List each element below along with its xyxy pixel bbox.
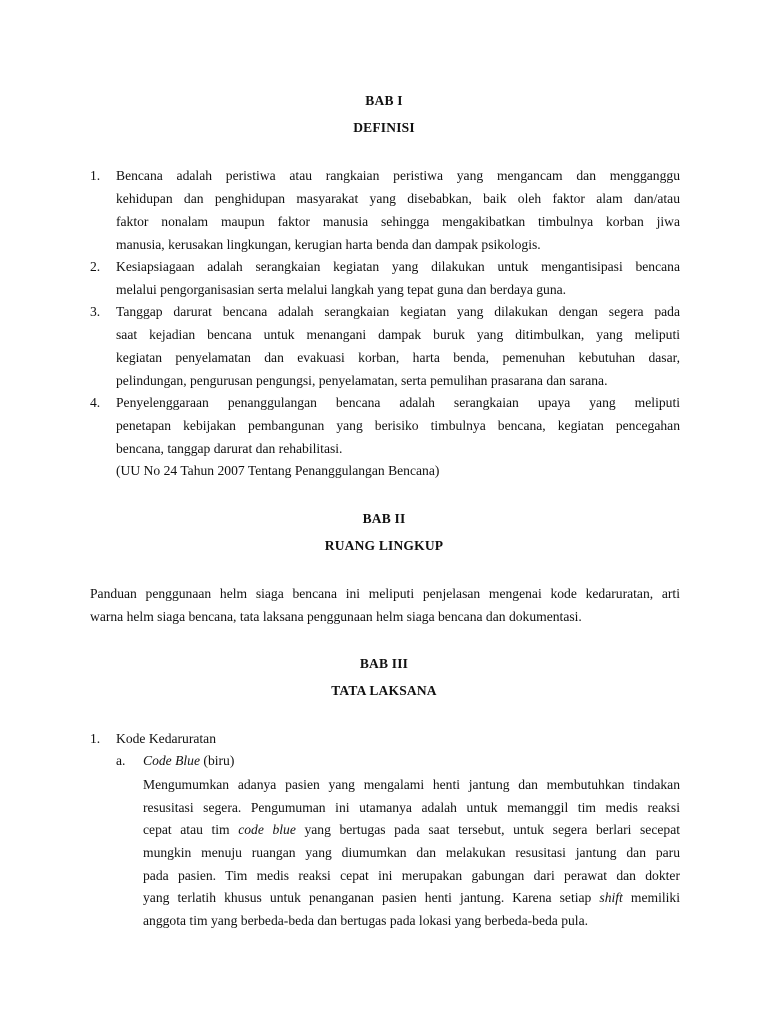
bab3-subtitle: TATA LAKSANA (331, 683, 437, 698)
bab1-subtitle: DEFINISI (353, 120, 415, 135)
code-blue-term: Code Blue (143, 753, 201, 768)
definition-text-line: Tanggap darurat bencana adalah serangkaian kegiatan yang dilakukan dengan segera pada (116, 304, 680, 319)
definition-number: 1. (90, 168, 101, 183)
definition-text-line: saat kejadian bencana untuk menangani dampak buruk yang ditimbulkan, yang meliputi (116, 327, 680, 342)
text-segment: memiliki (622, 890, 680, 905)
definition-text-line: pelindungan, pengurusan pengungsi, penyelamatan, serta pemulihan prasarana dan sarana. (116, 373, 608, 388)
definition-text-line: melalui pengorganisasian serta melalui langkah yang tepat guna dan berdaya guna. (116, 282, 567, 297)
definition-text-line: penetapan kebijakan pembangunan yang berisiko timbulnya bencana, kegiatan pencegahan (116, 418, 680, 433)
text-segment: cepat atau tim (143, 822, 239, 837)
bab2-subtitle: RUANG LINGKUP (324, 538, 444, 553)
procedure-label: Kode Kedaruratan (116, 731, 217, 746)
code-blue-paragraph-line: resusitasi segera. Pengumuman ini utamanya adalah untuk memanggil tim medis reaksi (143, 800, 680, 815)
bab3-title: BAB III (359, 656, 409, 671)
code-blue-heading (143, 753, 234, 769)
definition-text-line: Penyelenggaraan penanggulangan bencana adalah serangkaian upaya yang meliputi (116, 395, 680, 410)
code-blue-paragraph-line: mungkin menuju ruangan yang diumumkan dan melakukan resusitasi jantung dan paru (143, 845, 680, 860)
definition-number: 3. (90, 304, 101, 319)
code-blue-paragraph-line (143, 822, 680, 838)
definition-text-line: kegiatan penyelamatan dan evakuasi korban, harta benda, pemenuhan kebutuhan dasar, (116, 350, 680, 365)
definition-text-line: Bencana adalah peristiwa atau rangkaian peristiwa yang mengancam dan mengganggu (116, 168, 680, 183)
procedure-number: 1. (90, 731, 101, 746)
definition-text-line: manusia, kerusakan lingkungan, kerugian harta benda dan dampak psikologis. (116, 237, 541, 252)
scope-paragraph-line: Panduan penggunaan helm siaga bencana ini meliputi penjelasan mengenai kode kedaruratan, arti (90, 586, 680, 601)
bab1-title: BAB I (365, 93, 403, 108)
code-blue-paragraph-line: anggota tim yang berbeda-beda dan bertugas pada lokasi yang berbeda-beda pula. (143, 913, 589, 928)
legal-reference: (UU No 24 Tahun 2007 Tentang Penanggulangan Bencana) (116, 463, 440, 478)
definition-text-line: faktor nonalam maupun faktor manusia sehingga mengakibatkan timbulnya korban jiwa (116, 214, 680, 229)
code-blue-color: (biru) (200, 753, 235, 768)
code-blue-paragraph-line: Mengumumkan adanya pasien yang mengalami henti jantung dan membutuhkan tindakan (143, 777, 680, 792)
text-segment: yang bertugas pada saat tersebut, untuk segera berlari secepat (295, 822, 681, 837)
bab2-title: BAB II (362, 511, 406, 526)
shift-inline-term: shift (599, 890, 623, 905)
code-blue-paragraph-line (143, 890, 680, 906)
definition-number: 2. (90, 259, 101, 274)
scope-paragraph-line: warna helm siaga bencana, tata laksana penggunaan helm siaga bencana dan dokumentasi. (90, 609, 582, 624)
definition-text-line: Kesiapsiagaan adalah serangkaian kegiatan yang dilakukan untuk mengantisipasi bencana (116, 259, 680, 274)
definition-text-line: kehidupan dan penghidupan masyarakat yang disebabkan, baik oleh faktor alam dan/atau (116, 191, 680, 206)
text-segment: yang terlatih khusus untuk penanganan pasien henti jantung. Karena setiap (143, 890, 600, 905)
code-blue-inline-term: code blue (238, 822, 296, 837)
definition-number: 4. (90, 395, 101, 410)
sub-item-letter: a. (116, 753, 126, 768)
code-blue-paragraph-line: pada pasien. Tim medis reaksi cepat ini merupakan gabungan dari perawat dan dokter (143, 868, 680, 883)
definition-text-line: bencana, tanggap darurat dan rehabilitasi. (116, 441, 343, 456)
